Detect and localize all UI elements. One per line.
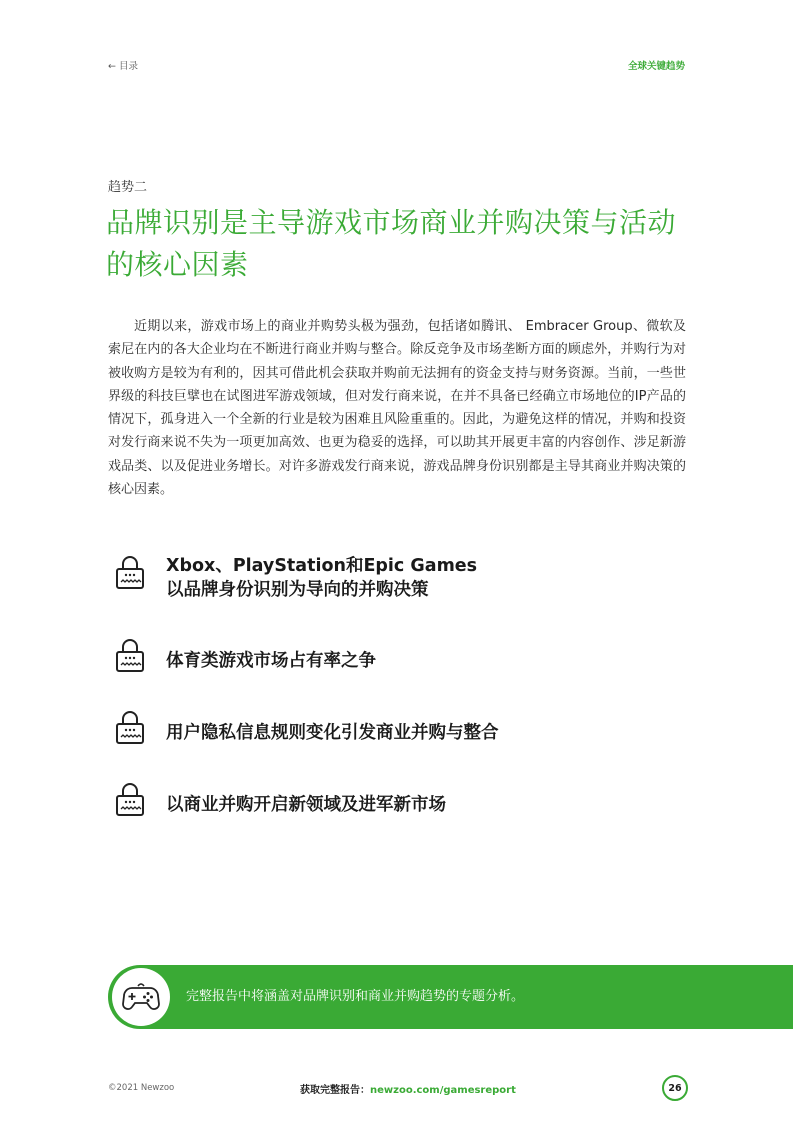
bullet-item-4 bbox=[114, 781, 446, 817]
report-link[interactable]: newzoo.com/gamesreport bbox=[370, 1085, 516, 1096]
lock-icon bbox=[114, 637, 146, 673]
title-line-2: 的核心因素 bbox=[106, 248, 249, 281]
body-paragraph: 近期以来，游戏市场上的商业并购势头极为强劲，包括诸如腾讯、 Embracer Group、微软及索尼在内的各大企业均在不断进行商业并购与整合。除反竞争及市场垄断方面的顾虑外，并购行为对被收购方是较为有利的，因其可借此机会获取并购前无法拥有的资金支持与财务资源。当前，一些世界级的科技巨擘也在试图进军游戏领域，但对发行商来说，在并不具备已经确立市场地位的IP产品的情况下，孤身进入一个全新的行业是较为困难且风险重重的。因此，为避免这样的情况，并购和投资对发行商来说不失为一项更加高效、也更为稳妥的选择，可以助其开展更丰富的内容创作、涉足新游戏品类、以及促进业务增长。对许多游戏发行商来说，游戏品牌身份识别都是主导其商业并购决策的核心因素。 bbox=[108, 319, 686, 498]
page-number: 26 bbox=[662, 1075, 688, 1101]
lock-icon bbox=[114, 781, 146, 817]
bullet-label-3: 用户隐私信息规则变化引发商业并购与整合 bbox=[166, 723, 499, 743]
lock-icon bbox=[114, 554, 146, 590]
footer-cta bbox=[300, 1081, 516, 1096]
bullet-item-1 bbox=[114, 554, 477, 602]
gamepad-icon bbox=[122, 982, 160, 1012]
page-title bbox=[106, 202, 706, 286]
trend-label: 趋势二 bbox=[108, 180, 148, 195]
bullet-item-3 bbox=[114, 709, 499, 745]
report-banner bbox=[108, 965, 793, 1029]
bullet-label-1 bbox=[166, 554, 477, 602]
section-tag: 全球关键趋势 bbox=[627, 61, 685, 72]
banner-text: 完整报告中将涵盖对品牌识别和商业并购趋势的专题分析。 bbox=[186, 989, 525, 1004]
bullet-1-line-2: 以品牌身份识别为导向的并购决策 bbox=[166, 580, 429, 600]
title-line-1: 品牌识别是主导游戏市场商业并购决策与活动 bbox=[106, 206, 677, 239]
back-to-contents-link[interactable]: ← 目录 bbox=[108, 61, 138, 72]
bullet-1-line-1: Xbox、PlayStation和Epic Games bbox=[166, 556, 478, 576]
banner-icon-circle bbox=[112, 968, 170, 1026]
bullet-label-4: 以商业并购开启新领域及进军新市场 bbox=[166, 795, 446, 815]
bullet-label-2: 体育类游戏市场占有率之争 bbox=[166, 651, 376, 671]
lock-icon bbox=[114, 709, 146, 745]
copyright: ©2021 Newzoo bbox=[108, 1083, 175, 1093]
footer-cta-prefix: 获取完整报告： bbox=[300, 1085, 370, 1096]
bullet-item-2 bbox=[114, 637, 376, 673]
